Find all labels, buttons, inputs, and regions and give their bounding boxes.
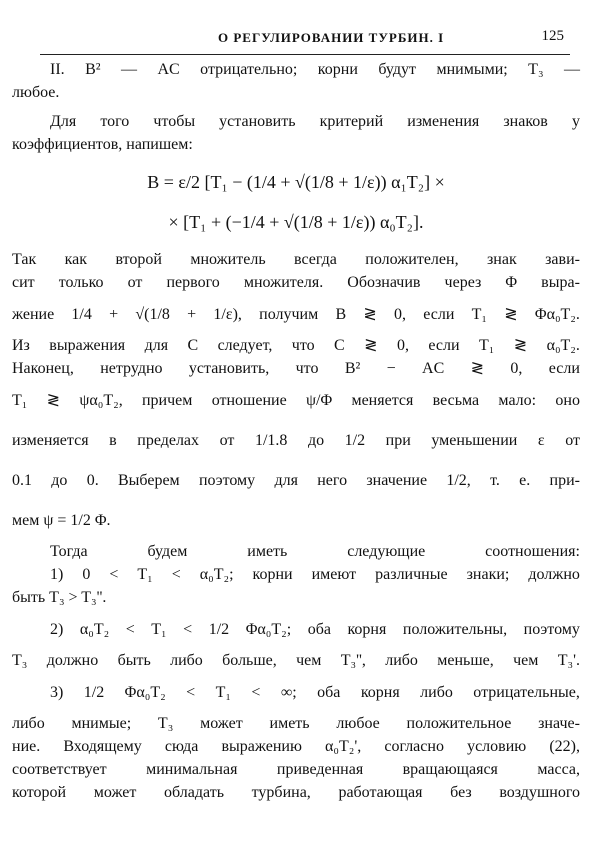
word: ψ/Φ	[305, 391, 333, 409]
word: изменения	[407, 113, 480, 130]
text-line	[12, 649, 580, 672]
word: 1)	[50, 566, 64, 583]
word: α₀T₂	[79, 620, 110, 638]
word: T₃	[157, 715, 174, 732]
word: 1/ε),	[213, 305, 242, 323]
word: 1/2	[208, 620, 230, 638]
word: от	[219, 431, 235, 449]
word: T₃	[528, 61, 544, 78]
text-line	[12, 712, 580, 735]
word: ≷	[470, 360, 485, 377]
word: Наконец,	[12, 360, 74, 377]
word: множитель	[190, 251, 266, 268]
word: приведенная	[276, 761, 364, 778]
word: знак	[486, 251, 517, 268]
body-text	[12, 58, 580, 804]
word: положительное	[406, 715, 512, 732]
text-line	[12, 672, 580, 712]
word: всегда	[294, 251, 337, 268]
word: весьма	[432, 391, 480, 409]
word: 0	[82, 566, 91, 583]
word: при	[385, 431, 411, 449]
word: либо	[170, 652, 203, 669]
text-line: быть T₃ > T₃''.	[12, 589, 107, 606]
word: знаков	[503, 113, 548, 130]
word: мнимыми;	[436, 61, 508, 78]
word: положительны,	[402, 620, 508, 638]
word: может	[93, 784, 137, 801]
word: следует,	[217, 337, 273, 354]
word: T₁	[215, 683, 231, 701]
text-line: коэффициентов, напишем:	[12, 136, 193, 153]
word: сит	[12, 274, 35, 291]
word: для	[144, 337, 169, 354]
word: чем	[513, 652, 539, 669]
text-line	[12, 248, 580, 271]
word: B	[335, 305, 347, 323]
word: 0,	[396, 337, 409, 354]
word: корни	[252, 566, 293, 583]
word: 1/2	[83, 683, 105, 701]
word: соответствует	[12, 761, 107, 778]
text-line	[12, 758, 580, 781]
word: —	[121, 61, 138, 78]
word: отношение	[211, 391, 287, 409]
word: −	[386, 360, 396, 377]
word: ≷	[513, 337, 528, 354]
word: 0,	[394, 305, 407, 323]
word: турбина,	[251, 784, 311, 801]
word: условию	[467, 738, 527, 755]
word: AC	[422, 360, 445, 377]
word: что	[291, 337, 315, 354]
word: Φ	[505, 274, 518, 291]
word: 0.	[86, 471, 99, 489]
text-line	[12, 110, 580, 133]
word: (22),	[549, 738, 580, 755]
word: AC	[157, 61, 180, 78]
word: должно	[46, 652, 99, 669]
word: при-	[549, 471, 580, 489]
word: либо	[385, 652, 418, 669]
word: установить	[219, 113, 296, 130]
word: установить,	[188, 360, 270, 377]
word: критерий	[319, 113, 384, 130]
word: должно	[528, 566, 580, 583]
text-line	[12, 563, 580, 586]
word: выражению	[221, 738, 302, 755]
word: Так	[12, 251, 37, 268]
word: масса,	[537, 761, 580, 778]
word: C	[187, 337, 199, 354]
text-line	[12, 271, 580, 294]
word: меняется	[351, 391, 414, 409]
word: <	[171, 566, 181, 583]
word: <	[186, 683, 196, 701]
word: значение	[366, 471, 428, 489]
word: минимальная	[146, 761, 238, 778]
text-line	[12, 380, 580, 420]
word: Φα₀T₂	[124, 683, 166, 701]
word: через	[444, 274, 482, 291]
word: сюда	[164, 738, 199, 755]
word: которой	[12, 784, 67, 801]
word: обладать	[164, 784, 224, 801]
word: 0,	[510, 360, 523, 377]
word: <	[109, 566, 119, 583]
word: будут	[378, 61, 416, 78]
word: как	[64, 251, 88, 268]
word: T₁	[471, 305, 487, 323]
word: T₁	[478, 337, 495, 354]
word: 1/4	[71, 305, 92, 323]
word: уменьшении	[431, 431, 518, 449]
word: T₁	[137, 566, 153, 583]
word: нетрудно	[100, 360, 163, 377]
word: оба	[317, 683, 341, 701]
text-line	[12, 460, 580, 500]
word: мало:	[498, 391, 537, 409]
word: второй	[115, 251, 162, 268]
word: него	[317, 471, 348, 489]
word: <	[251, 683, 261, 701]
text-line: мем ψ = 1/2 Φ.	[12, 511, 111, 529]
word: отрицательно;	[200, 61, 298, 78]
word: мнимые;	[71, 715, 132, 732]
word: согласно	[384, 738, 444, 755]
text-line	[12, 294, 580, 334]
word: того	[100, 113, 130, 130]
word: Из	[12, 337, 30, 354]
word: +	[109, 305, 119, 323]
word: оно	[555, 391, 580, 409]
word: √(1/8	[135, 305, 170, 323]
word: выражения	[49, 337, 126, 354]
word: ≷	[364, 337, 378, 354]
word: Φα₀T₂;	[245, 620, 292, 638]
word: 1/2,	[446, 471, 471, 489]
word: корня	[360, 683, 400, 701]
word: знаки;	[466, 566, 510, 583]
word: до	[51, 471, 68, 489]
word: B²	[85, 61, 101, 78]
word: T₃'',	[340, 652, 366, 669]
word: либо	[420, 683, 453, 701]
word: 1/1.8	[254, 431, 288, 449]
word: Обозначив	[347, 274, 421, 291]
word: имеют	[311, 566, 357, 583]
word: +	[187, 305, 197, 323]
word: причем	[141, 391, 193, 409]
word: жение	[12, 305, 55, 323]
word: 3)	[50, 683, 64, 701]
word: ние.	[12, 738, 41, 755]
word: работающая	[338, 784, 423, 801]
text-line	[12, 420, 580, 460]
text-line	[12, 735, 580, 758]
word: оба	[307, 620, 331, 638]
word: —	[563, 61, 580, 78]
word: Выберем	[117, 471, 180, 489]
word: любое	[336, 715, 380, 732]
word: T₃	[12, 652, 28, 669]
text-line	[12, 334, 580, 357]
word: поэтому	[523, 620, 580, 638]
word: значе-	[538, 715, 580, 732]
word: корни	[317, 61, 358, 78]
page-number: 125	[541, 28, 564, 44]
word: множителя.	[243, 274, 324, 291]
word: 2)	[50, 620, 64, 638]
word: <	[125, 620, 135, 638]
word: е.	[519, 471, 531, 489]
word: B²	[344, 360, 361, 377]
word: если	[423, 305, 455, 323]
word: положителен,	[365, 251, 459, 268]
word: т.	[490, 471, 500, 489]
word: различные	[375, 566, 448, 583]
page-header	[40, 24, 570, 55]
word: если	[428, 337, 460, 354]
word: иметь	[269, 715, 310, 732]
word: изменяется	[12, 431, 89, 449]
word: чем	[296, 652, 322, 669]
text-line	[12, 609, 580, 649]
word: быть	[117, 652, 151, 669]
word: ≷	[504, 305, 518, 323]
word: 1/2	[344, 431, 366, 449]
word: ∞;	[280, 683, 297, 701]
running-title: О РЕГУЛИРОВАНИИ ТУРБИН. I	[218, 30, 445, 45]
word: ≷	[46, 391, 61, 409]
word: Входящему	[63, 738, 142, 755]
text-line: любое.	[12, 84, 60, 101]
word: от	[127, 274, 143, 291]
word: 0.1	[12, 471, 32, 489]
word: вращающаяся	[402, 761, 498, 778]
word: у	[571, 113, 580, 130]
word: чтобы	[153, 113, 196, 130]
word: T₃'.	[557, 652, 580, 669]
word: ≷	[363, 305, 377, 323]
word: меньше,	[437, 652, 494, 669]
word: получим	[259, 305, 319, 323]
word: без	[450, 784, 472, 801]
word: следующие	[347, 543, 426, 560]
formula-line-1: B = ε/2 [T₁ − (1/4 + √(1/8 + 1/ε)) α₁T₂] ×	[147, 172, 445, 192]
text-line	[12, 357, 580, 380]
word: только	[58, 274, 104, 291]
word: α₀T₂',	[325, 738, 362, 755]
word: ε	[537, 431, 545, 449]
word: первого	[166, 274, 220, 291]
word: корня	[347, 620, 387, 638]
word: от	[565, 431, 580, 449]
text-line	[12, 781, 580, 804]
word: отрицательные,	[473, 683, 580, 701]
word: будем	[147, 543, 188, 560]
word: Тогда	[50, 543, 88, 560]
text-line	[12, 58, 580, 81]
word: соотношения:	[485, 543, 580, 560]
formula-line-2: × [T₁ + (−1/4 + √(1/8 + 1/ε)) α₀T₂].	[168, 212, 424, 232]
word: ψα₀T₂,	[79, 391, 123, 409]
word: либо	[12, 715, 45, 732]
word: Φα₀T₂.	[534, 305, 580, 323]
word: II.	[50, 61, 65, 78]
word: до	[307, 431, 325, 449]
word: поэтому	[198, 471, 256, 489]
word: α₀T₂.	[546, 337, 580, 354]
word: иметь	[247, 543, 288, 560]
word: в	[109, 431, 117, 449]
word: T₁	[151, 620, 167, 638]
text-line	[12, 540, 580, 563]
word: воздушного	[499, 784, 580, 801]
word: что	[295, 360, 319, 377]
word: больше,	[222, 652, 277, 669]
word: может	[200, 715, 243, 732]
word: если	[548, 360, 580, 377]
word: Для	[50, 113, 77, 130]
word: <	[183, 620, 193, 638]
word: C	[334, 337, 345, 354]
word: α₀T₂;	[199, 566, 234, 583]
word: пределах	[137, 431, 200, 449]
word: зави-	[545, 251, 580, 268]
word: выра-	[541, 274, 580, 291]
word: для	[274, 471, 298, 489]
word: T₁	[12, 391, 28, 409]
